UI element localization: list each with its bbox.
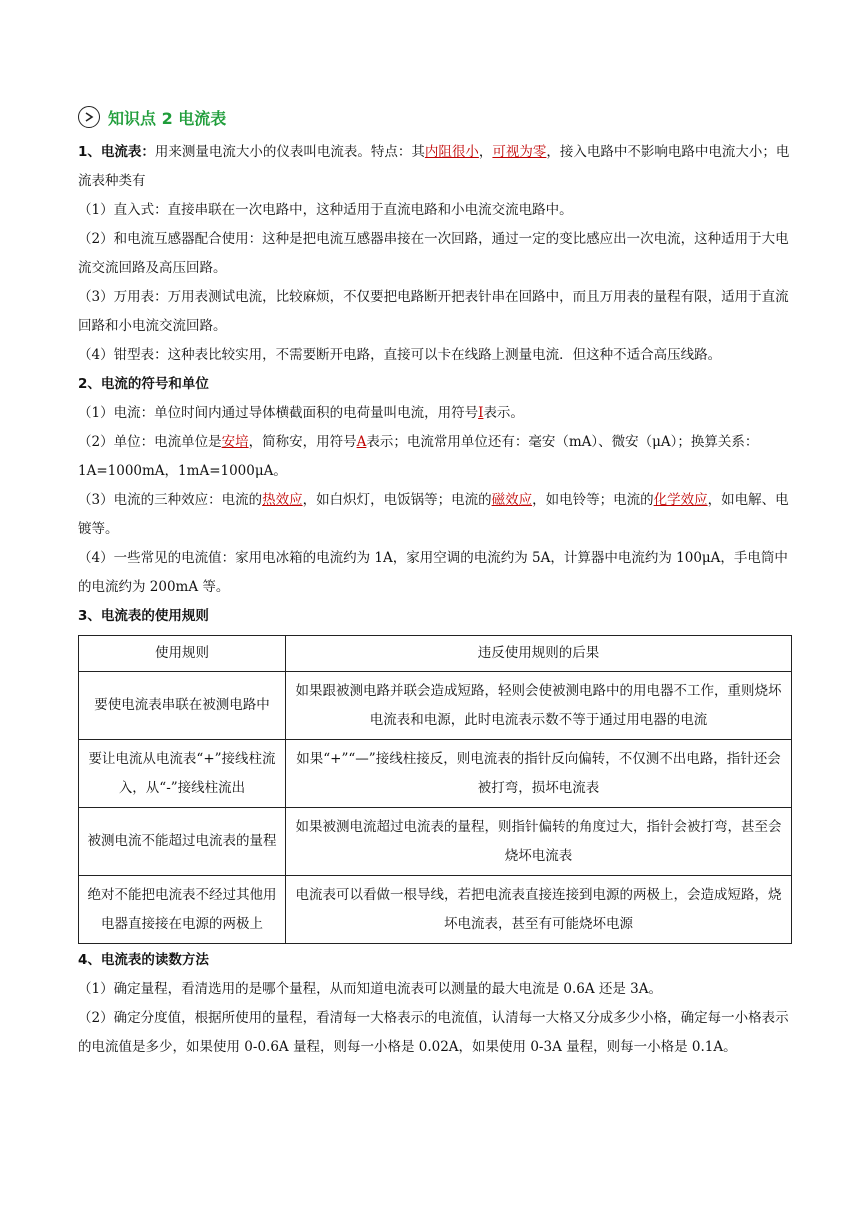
answer-text: 磁效应 (491, 492, 533, 508)
paragraph-ammeter-definition (78, 138, 794, 196)
text: ，如白炽灯，电饭锅等；电流的 (302, 492, 492, 508)
subheading-reading-method: 4、电流表的读数方法 (78, 952, 209, 968)
table-cell: 如果被测电流超过电流表的量程，则指针偏转的角度过大，指针会被打弯，甚至会烧坏电流表 (286, 808, 792, 876)
list-item: （3）万用表：万用表测试电流，比较麻烦，不仅要把电路断开把表针串在回路中，而且万用表的量程有限，适用于直流回路和小电流交流回路。 (78, 289, 789, 334)
text: 用来测量电流大小的仪表叫电流表。特点：其 (154, 144, 425, 160)
text: 表示。 (483, 405, 524, 421)
table-cell: 电流表可以看做一根导线，若把电流表直接连接到电源的两极上，会造成短路，烧坏电流表，甚至有可能烧坏电源 (286, 876, 792, 944)
list-item: （4）一些常见的电流值：家用电冰箱的电流约为 1A，家用空调的电流约为 5A，计算器中电流约为 100μA，手电筒中的电流约为 200mA 等。 (78, 550, 788, 595)
answer-text: A (356, 434, 367, 450)
list-item (78, 428, 794, 486)
answer-text: 安培 (221, 434, 249, 450)
text: ，接入电路中不影响电路中电流大小；电流表种类有 (78, 144, 790, 189)
text: ，如电解、电镀等。 (78, 492, 789, 537)
answer-text: I (478, 405, 484, 421)
chevron-circle-icon (78, 106, 100, 128)
table-cell: 被测电流不能超过电流表的量程 (79, 808, 286, 876)
subheading-symbol-unit: 2、电流的符号和单位 (78, 376, 209, 392)
table-cell: 要让电流从电流表“+”接线柱流入，从“-”接线柱流出 (79, 740, 286, 808)
section-title: 知识点 2 电流表 (108, 108, 227, 128)
answer-text: 内阻很小 (424, 144, 479, 160)
list-item: （1）确定量程，看清选用的是哪个量程，从而知道电流表可以测量的最大电流是 0.6A 还是 3A。 (78, 981, 663, 997)
text: ，简称安，用符号 (248, 434, 357, 450)
answer-text: 化学效应 (653, 492, 708, 508)
answer-text: 可视为零 (492, 144, 547, 160)
table-row (79, 876, 792, 944)
usage-rules-table (78, 635, 792, 944)
text: （2）单位：电流单位是 (78, 434, 222, 450)
answer-text: 热效应 (262, 492, 303, 508)
table-row (79, 672, 792, 740)
text: （1）电流：单位时间内通过导体横截面积的电荷量叫电流，用符号 (78, 405, 479, 421)
subheading-ammeter: 1、电流表： (78, 144, 155, 160)
list-item: （1）直入式：直接串联在一次电路中，这种适用于直流电路和小电流交流电路中。 (78, 202, 573, 218)
section-heading (78, 100, 794, 134)
list-item (78, 399, 794, 428)
table-header-cell: 违反使用规则的后果 (286, 636, 792, 672)
document-page (78, 100, 794, 1062)
list-item: （4）钳型表：这种表比较实用，不需要断开电路，直接可以卡在线路上测量电流．但这种不适合高压线路。 (78, 347, 722, 363)
list-item: （2）确定分度值，根据所使用的量程，看清每一大格表示的电流值，认清每一大格又分成多少小格，确定每一小格表示的电流值是多少，如果使用 0-0.6A 量程，则每一小格是 0.02A，如果使用 0-3A 量程，则每一小格是 0.1A。 (78, 1010, 789, 1055)
text: （3）电流的三种效应：电流的 (78, 492, 263, 508)
table-row (79, 808, 792, 876)
subheading-usage-rules: 3、电流表的使用规则 (78, 608, 209, 624)
table-row (79, 740, 792, 808)
table-cell: 如果“+”“—”接线柱接反，则电流表的指针反向偏转，不仅测不出电路，指针还会被打弯，损坏电流表 (286, 740, 792, 808)
table-cell: 要使电流表串联在被测电路中 (79, 672, 286, 740)
text: ， (478, 144, 493, 160)
list-item (78, 486, 794, 544)
list-item: （2）和电流互感器配合使用：这种是把电流互感器串接在一次回路，通过一定的变比感应出一次电流，这种适用于大电流交流回路及高压回路。 (78, 231, 789, 276)
table-header-row (79, 636, 792, 672)
table-cell: 绝对不能把电流表不经过其他用电器直接接在电源的两极上 (79, 876, 286, 944)
table-header-cell: 使用规则 (79, 636, 286, 672)
text: 表示；电流常用单位还有：毫安（mA）、微安（μA）；换算关系：1A=1000mA，1mA=1000μA。 (78, 434, 759, 479)
text: ，如电铃等；电流的 (532, 492, 654, 508)
table-cell: 如果跟被测电路并联会造成短路，轻则会使被测电路中的用电器不工作，重则烧坏电流表和电源，此时电流表示数不等于通过用电器的电流 (286, 672, 792, 740)
